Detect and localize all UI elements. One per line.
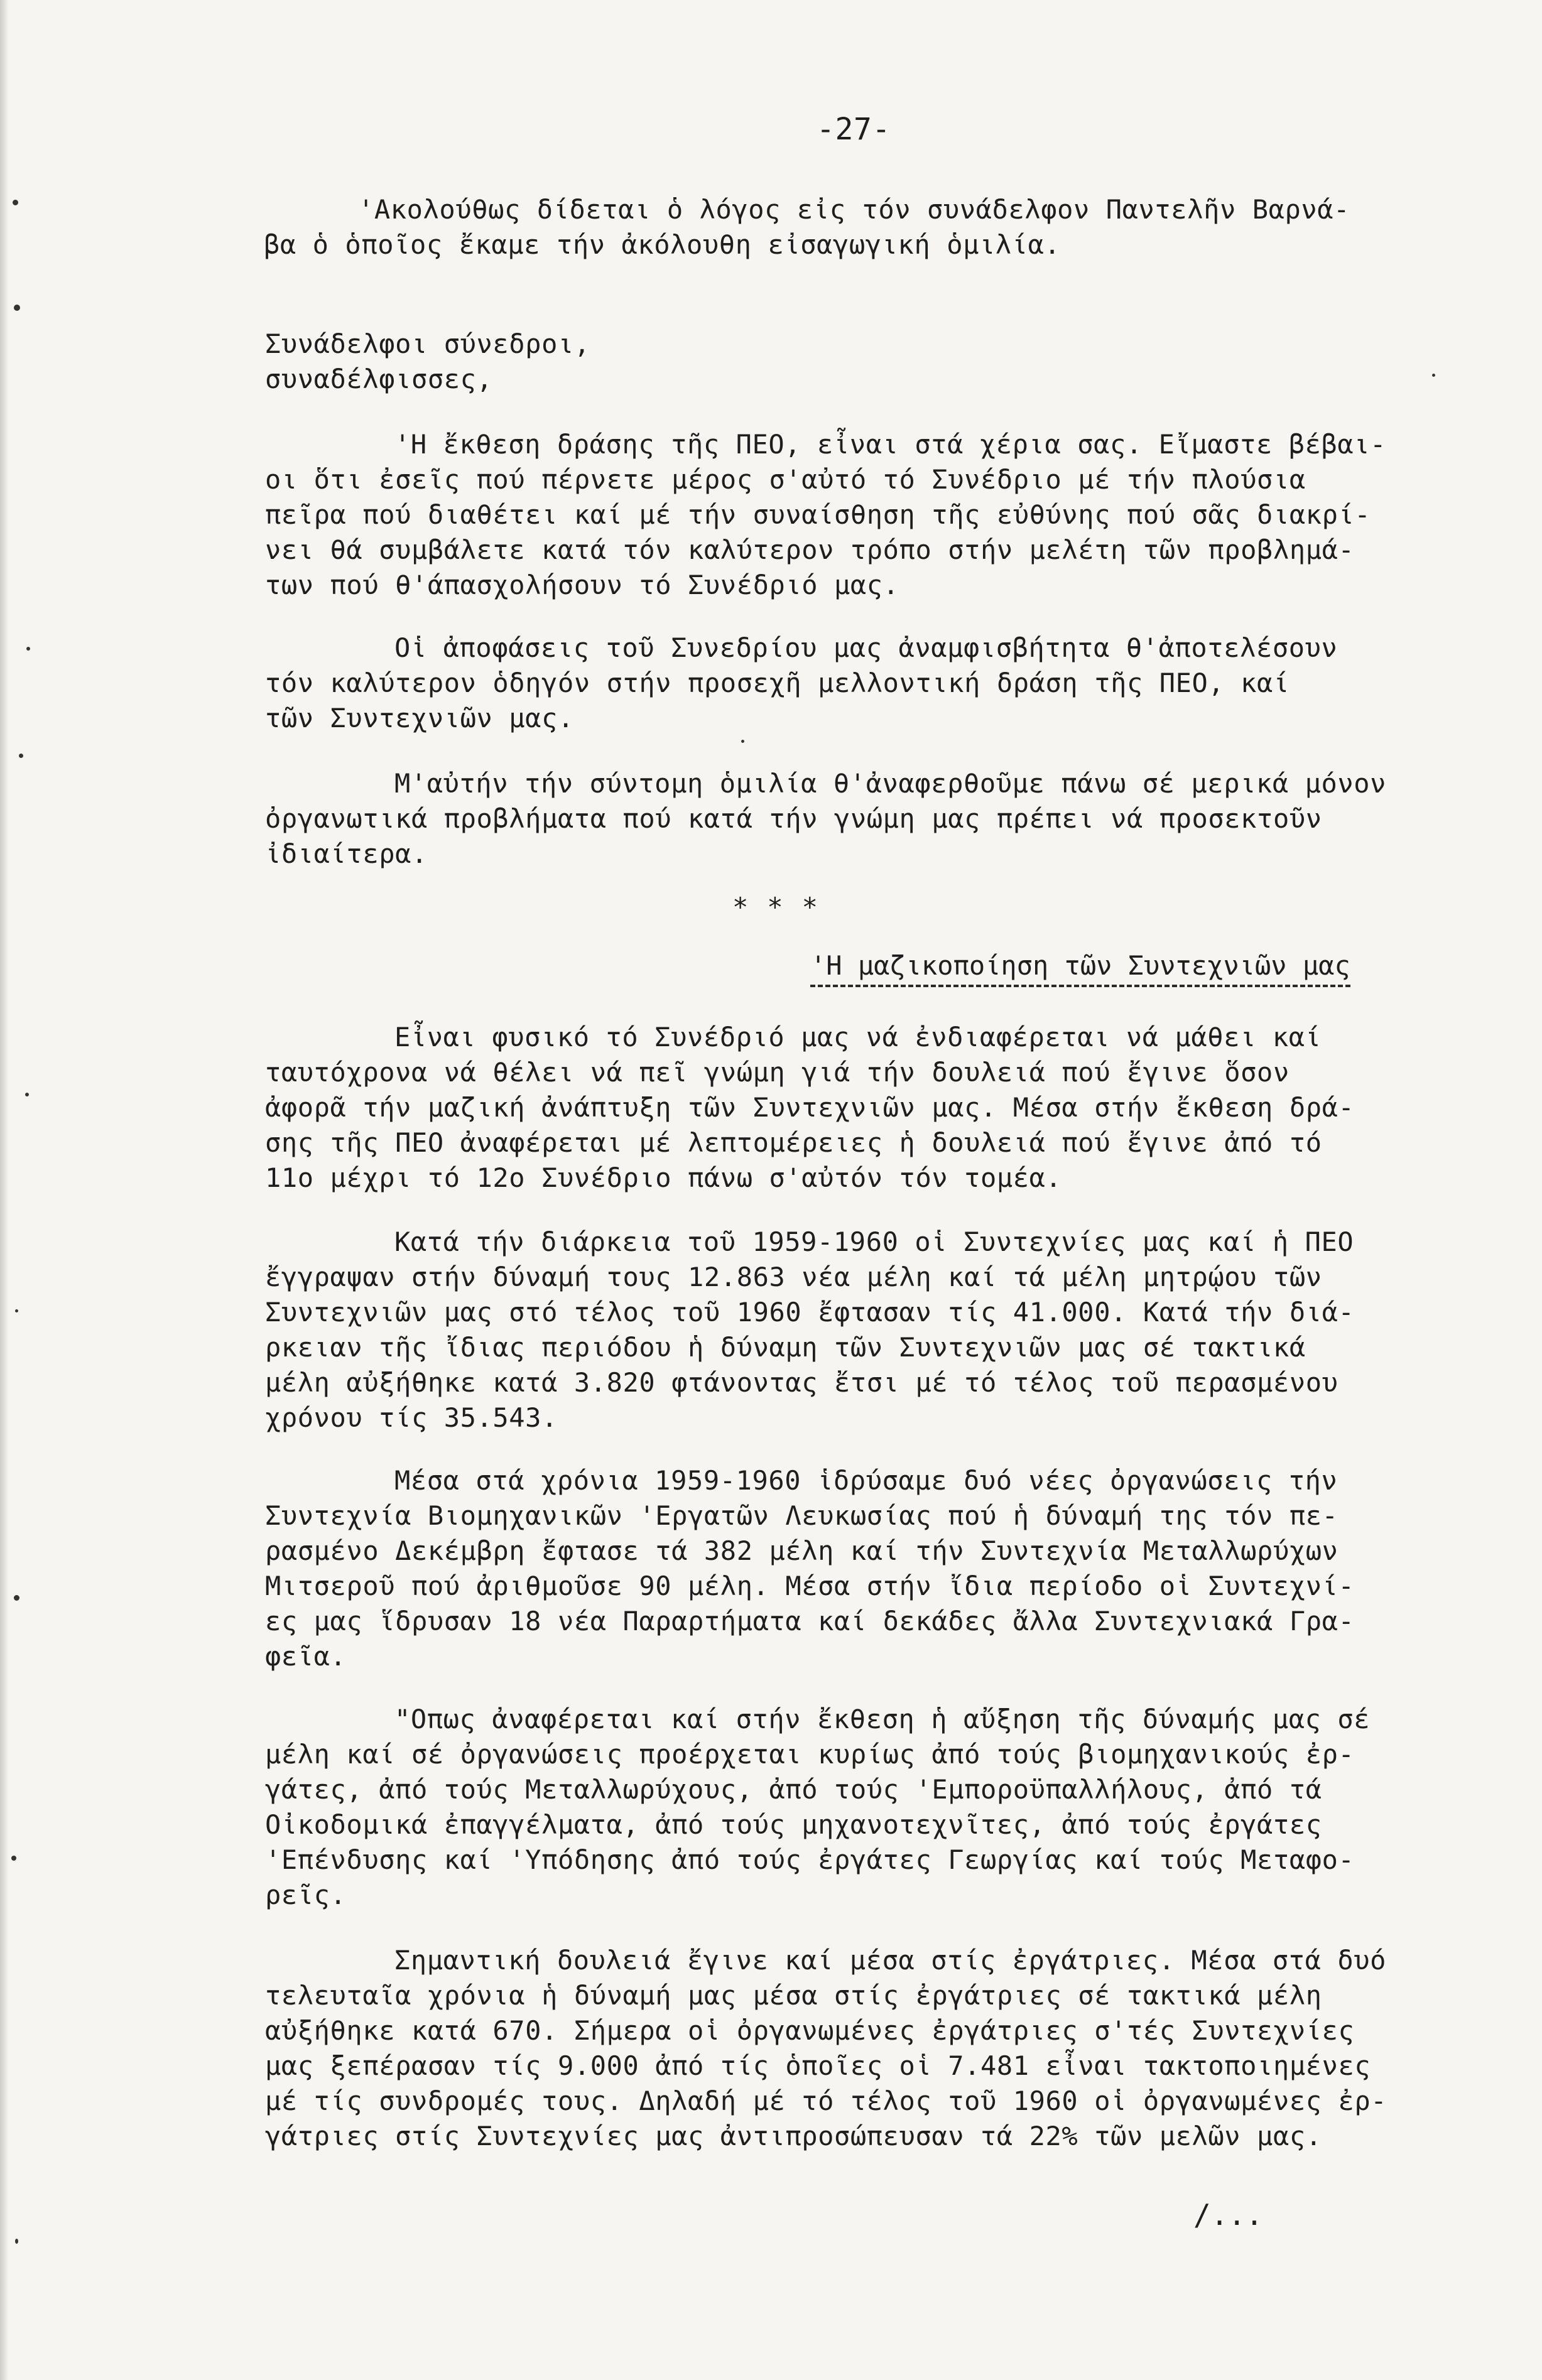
- para7-line-1: "Οπως ἀναφέρεται καί στήν ἔκθεση ἡ αὔξηση τῆς δύναμής μας σέ: [394, 1704, 1371, 1734]
- page-number: -27-: [817, 112, 891, 147]
- para5-line-3: Συντεχνιῶν μας στό τέλος τοῦ 1960 ἔφτασαν τίς 41.000. Κατά τήν διά-: [265, 1297, 1355, 1328]
- para2-line-1: Οἱ ἀποφάσεις τοῦ Συνεδρίου μας ἀναμφισβήτητα θ'ἀποτελέσουν: [394, 632, 1338, 663]
- para6-line-4: Μιτσεροῦ πού ἀριθμοῦσε 90 μέλη. Μέσα στήν ἴδια περίοδο οἱ Συντεχνί-: [265, 1571, 1355, 1601]
- scan-speck: [15, 1309, 18, 1312]
- para1-line-5: των πού θ'άπασχολήσουν τό Συνέδριό μας.: [265, 570, 899, 600]
- para3-line-3: ἰδιαίτερα.: [265, 838, 428, 869]
- para1-line-2: οι ὅτι ἐσεῖς πού πέρνετε μέρος σ'αὐτό τό Συνέδριο μέ τήν πλούσια: [265, 464, 1306, 495]
- para5-line-1: Κατά τήν διάρκεια τοῦ 1959-1960 οἱ Συντεχνίες μας καί ἡ ΠΕΟ: [394, 1226, 1354, 1257]
- para7-line-6: ρεῖς.: [265, 1880, 347, 1910]
- para1-line-1: 'Η ἔκθεση δράσης τῆς ΠΕΟ, εἶναι στά χέρια σας. Εἴμαστε βέβαι-: [394, 429, 1387, 460]
- para8-line-5: μέ τίς συνδρομές τους. Δηλαδή μέ τό τέλος τοῦ 1960 οἱ ὀργανωμένες ἐρ-: [265, 2085, 1387, 2116]
- para8-line-3: αὐξήθηκε κατά 670. Σήμερα οἱ ὀργανωμένες ἐργάτριες σ'τές Συντεχνίες: [265, 2015, 1355, 2046]
- para8-line-1: Σημαντική δουλειά ἔγινε καί μέσα στίς ἐργάτριες. Μέσα στά δυό: [394, 1945, 1387, 1976]
- para6-line-2: Συντεχνία Βιομηχανικῶν 'Εργατῶν Λευκωσίας πού ἡ δύναμή της τόν πε-: [265, 1500, 1338, 1531]
- para7-line-2: μέλη καί σέ ὀργανώσεις προέρχεται κυρίως ἀπό τούς βιομηχανικούς ἐρ-: [265, 1739, 1355, 1770]
- para7-line-4: Οἰκοδομικά ἐπαγγέλματα, ἀπό τούς μηχανοτεχνῖτες, ἀπό τούς ἐργάτες: [265, 1809, 1322, 1840]
- para5-line-2: ἔγγραψαν στήν δύναμή τους 12.863 νέα μέλη καί τά μέλη μητρῴου τῶν: [265, 1262, 1322, 1292]
- scan-speck: [741, 740, 744, 743]
- para4-line-2: ταυτόχρονα νά θέλει νά πεῖ γνώμη γιά τήν δουλειά πού ἔγινε ὅσον: [265, 1057, 1290, 1088]
- scan-speck: [13, 200, 18, 205]
- page-edge-shadow: [0, 0, 9, 2380]
- scan-speck: [26, 647, 30, 651]
- scan-speck: [14, 305, 20, 311]
- para5-line-4: ρκειαν τῆς ἴδιας περιόδου ἡ δύναμη τῶν Συντεχνιῶν μας σέ τακτικά: [265, 1332, 1306, 1363]
- scan-speck: [25, 1093, 29, 1096]
- para5-line-5: μέλη αὐξήθηκε κατά 3.820 φτάνοντας ἔτσι μέ τό τέλος τοῦ περασμένου: [265, 1367, 1338, 1398]
- para7-line-5: 'Επένδυσης καί 'Υπόδησης ἀπό τούς ἐργάτες Γεωργίας καί τούς Μεταφο-: [265, 1844, 1355, 1875]
- para3-line-1: Μ'αὐτήν τήν σύντομη ὁμιλία θ'ἀναφερθοῦμε πάνω σέ μερικά μόνον: [394, 768, 1387, 799]
- para6-line-3: ρασμένο Δεκέμβρη ἔφτασε τά 382 μέλη καί τήν Συντεχνία Μεταλλωρύχων: [265, 1535, 1338, 1566]
- intro-line-1: 'Ακολούθως δίδεται ὁ λόγος εἰς τόν συνάδελφον Παντελῆν Βαρνά-: [358, 194, 1350, 225]
- intro-line-2: βα ὁ ὁποῖος ἔκαμε τήν ἀκόλουθη εἰσαγωγική ὁμιλία.: [264, 229, 1061, 260]
- scan-speck: [11, 1856, 16, 1861]
- para5-line-6: χρόνου τίς 35.543.: [265, 1402, 558, 1433]
- para4-line-5: 11ο μέχρι τό 12ο Συνέδριο πάνω σ'αὐτόν τόν τομέα.: [265, 1162, 1062, 1193]
- para1-line-4: νει θά συμβάλετε κατά τόν καλύτερον τρόπο στήν μελέτη τῶν προβλημά-: [265, 534, 1355, 565]
- continuation-mark: /...: [1193, 2198, 1263, 2232]
- scan-speck: [14, 1595, 19, 1601]
- para7-line-3: γάτες, ἀπό τούς Μεταλλωρύχους, ἀπό τούς 'Εμποροϋπαλλήλους, ἀπό τά: [265, 1774, 1322, 1805]
- para3-line-2: ὀργανωτικά προβλήματα πού κατά τήν γνώμη μας πρέπει νά προσεκτοῦν: [265, 803, 1322, 834]
- para8-line-4: μας ξεπέρασαν τίς 9.000 ἀπό τίς ὁποῖες οἱ 7.481 εἶναι τακτοποιημένες: [265, 2050, 1371, 2081]
- para2-line-3: τῶν Συντεχνιῶν μας.: [265, 703, 574, 733]
- para4-line-4: σης τῆς ΠΕΟ ἀναφέρεται μέ λεπτομέρειες ἡ δουλειά πού ἔγινε ἀπό τό: [265, 1127, 1322, 1158]
- para4-line-3: ἀφορᾶ τήν μαζική ἀνάπτυξη τῶν Συντεχνιῶν μας. Μέσα στήν ἔκθεση δρά-: [265, 1092, 1355, 1123]
- scan-speck: [1432, 374, 1435, 377]
- para8-line-2: τελευταῖα χρόνια ἡ δύναμή μας μέσα στίς ἐργάτριες σέ τακτικά μέλη: [265, 1980, 1322, 2011]
- scan-speck: [15, 2239, 18, 2244]
- para4-line-1: Εἶναι φυσικό τό Συνέδριό μας νά ἐνδιαφέρεται νά μάθει καί: [394, 1022, 1322, 1052]
- scan-speck: [19, 754, 23, 758]
- section-heading: 'Η μαζικοποίηση τῶν Συντεχνιῶν μας: [810, 948, 1350, 987]
- para6-line-5: ες μας ἵδρυσαν 18 νέα Παραρτήματα καί δεκάδες ἄλλα Συντεχνιακά Γρα-: [265, 1606, 1355, 1636]
- para2-line-2: τόν καλύτερον ὁδηγόν στήν προσεχῆ μελλοντική δράση τῆς ΠΕΟ, καί: [265, 668, 1290, 698]
- para8-line-6: γάτριες στίς Συντεχνίες μας ἀντιπροσώπευσαν τά 22% τῶν μελῶν μας.: [265, 2121, 1322, 2151]
- para6-line-6: φεῖα.: [265, 1641, 347, 1672]
- greeting-line-1: Συνάδελφοι σύνεδροι,: [265, 328, 590, 359]
- para1-line-3: πεῖρα πού διαθέτει καί μέ τήν συναίσθηση τῆς εὐθύνης πού σᾶς διακρί-: [265, 499, 1371, 530]
- para6-line-1: Μέσα στά χρόνια 1959-1960 ἱδρύσαμε δυό νέες ὀργανώσεις τήν: [394, 1465, 1338, 1496]
- greeting-line-2: συναδέλφισσες,: [265, 364, 493, 394]
- section-separator: ***: [732, 892, 837, 922]
